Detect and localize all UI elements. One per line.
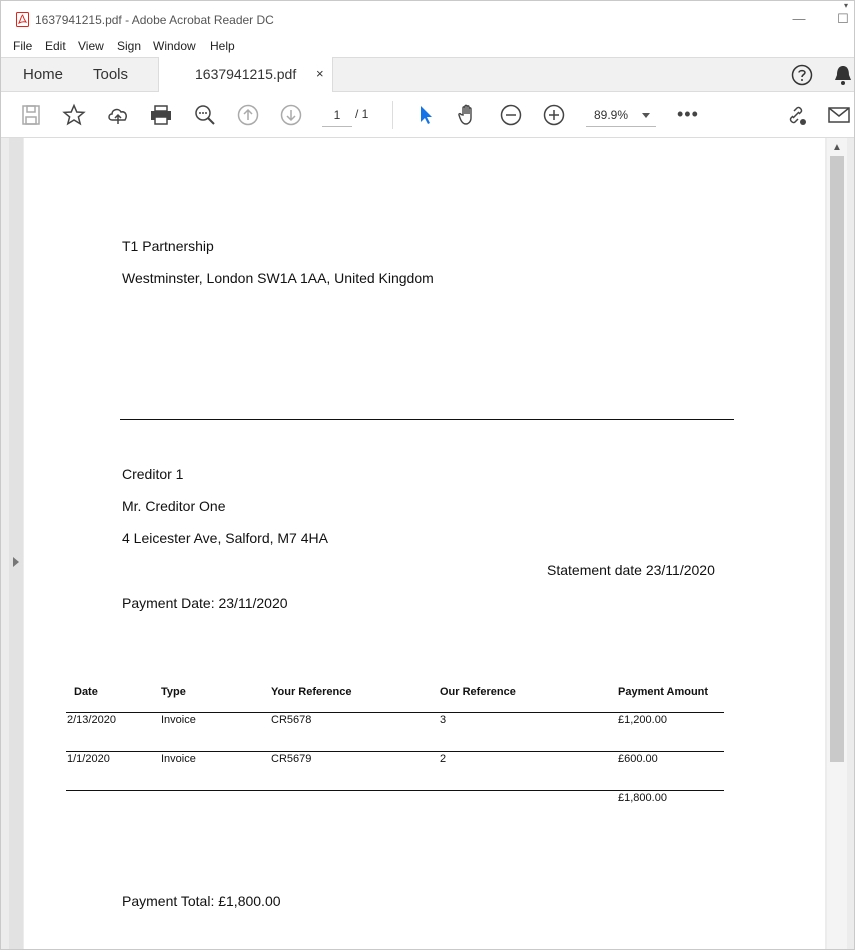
table-rule bbox=[66, 712, 724, 713]
expand-arrow-icon bbox=[13, 557, 19, 567]
table-cell-type: Invoice bbox=[161, 714, 196, 726]
help-icon[interactable] bbox=[791, 64, 813, 86]
hand-icon[interactable] bbox=[456, 103, 480, 127]
zoom-select[interactable] bbox=[586, 105, 656, 127]
window-corner-icon: ▾ bbox=[844, 1, 849, 10]
table-header-type: Type bbox=[161, 686, 186, 698]
bell-icon[interactable] bbox=[833, 64, 853, 86]
menu-view[interactable]: View bbox=[78, 39, 104, 53]
table-cell-our-reference: 2 bbox=[440, 753, 447, 765]
zoom-search-icon[interactable] bbox=[193, 103, 217, 127]
tab-tools[interactable]: Tools bbox=[93, 66, 129, 83]
zoom-value: 89.9% bbox=[594, 108, 629, 122]
pdf-page bbox=[24, 138, 825, 949]
creditor-name: Creditor 1 bbox=[122, 466, 184, 482]
select-pointer-icon[interactable] bbox=[414, 103, 438, 127]
table-cell-date: 1/1/2020 bbox=[67, 753, 110, 765]
statement-date: Statement date 23/11/2020 bbox=[547, 562, 715, 578]
page-count: / 1 bbox=[355, 107, 369, 121]
creditor-address: 4 Leicester Ave, Salford, M7 4HA bbox=[122, 530, 328, 546]
menu-bar bbox=[1, 37, 854, 57]
menu-sign[interactable]: Sign bbox=[117, 39, 142, 53]
table-cell-payment-amount: £600.00 bbox=[618, 753, 658, 765]
pdf-app-icon bbox=[16, 12, 29, 27]
scrollbar-thumb[interactable] bbox=[830, 156, 844, 762]
table-cell-our-reference: 3 bbox=[440, 714, 447, 726]
menu-edit[interactable]: Edit bbox=[45, 39, 66, 53]
sender-name: T1 Partnership bbox=[122, 238, 214, 254]
star-icon[interactable] bbox=[62, 103, 86, 127]
table-header-date: Date bbox=[74, 686, 98, 698]
table-cell-payment-amount: £1,200.00 bbox=[618, 714, 667, 726]
creditor-contact: Mr. Creditor One bbox=[122, 498, 226, 514]
table-rule bbox=[66, 790, 724, 791]
page-down-icon[interactable] bbox=[279, 103, 303, 127]
chevron-down-icon bbox=[642, 113, 650, 118]
menu-window[interactable]: Window bbox=[153, 39, 196, 53]
scroll-up-icon[interactable]: ▲ bbox=[832, 142, 842, 153]
menu-help[interactable]: Help bbox=[210, 39, 235, 53]
menu-file[interactable]: File bbox=[13, 39, 33, 53]
header-divider bbox=[120, 419, 734, 420]
title-bar bbox=[1, 1, 854, 37]
table-header-your-reference: Your Reference bbox=[271, 686, 352, 698]
toolbar-divider bbox=[392, 101, 393, 129]
zoom-out-icon[interactable] bbox=[499, 103, 523, 127]
vertical-scrollbar[interactable] bbox=[827, 138, 847, 949]
more-tools-button[interactable]: ••• bbox=[677, 104, 699, 124]
table-cell-your-reference: CR5679 bbox=[271, 753, 312, 765]
table-total: £1,800.00 bbox=[618, 792, 667, 804]
payment-total: Payment Total: £1,800.00 bbox=[122, 893, 281, 909]
tab-home[interactable]: Home bbox=[23, 66, 64, 83]
mail-icon[interactable] bbox=[827, 103, 851, 127]
document-area bbox=[1, 138, 854, 949]
table-cell-type: Invoice bbox=[161, 753, 196, 765]
minimize-button[interactable]: — bbox=[792, 11, 806, 26]
table-cell-date: 2/13/2020 bbox=[67, 714, 116, 726]
maximize-button[interactable]: ☐ bbox=[837, 11, 849, 26]
page-number-input[interactable]: 1 bbox=[322, 105, 352, 127]
payment-date: Payment Date: 23/11/2020 bbox=[122, 595, 288, 611]
tab-bar bbox=[1, 57, 854, 92]
zoom-in-icon[interactable] bbox=[542, 103, 566, 127]
share-link-icon[interactable] bbox=[784, 103, 808, 127]
table-cell-your-reference: CR5678 bbox=[271, 714, 312, 726]
tab-document-label: 1637941215.pdf bbox=[195, 66, 297, 82]
save-icon[interactable] bbox=[19, 103, 43, 127]
close-tab-button[interactable]: × bbox=[316, 66, 324, 81]
left-panel-toggle[interactable] bbox=[9, 138, 23, 949]
tab-document[interactable] bbox=[158, 57, 333, 92]
toolbar bbox=[1, 92, 854, 138]
table-header-payment-amount: Payment Amount bbox=[618, 686, 709, 698]
table-rule bbox=[66, 751, 724, 752]
page-up-icon[interactable] bbox=[236, 103, 260, 127]
print-icon[interactable] bbox=[149, 103, 173, 127]
sender-address: Westminster, London SW1A 1AA, United Kingdom bbox=[122, 270, 434, 286]
table-header-our-reference: Our Reference bbox=[440, 686, 516, 698]
cloud-upload-icon[interactable] bbox=[106, 103, 130, 127]
window-title: 1637941215.pdf - Adobe Acrobat Reader DC bbox=[35, 13, 274, 27]
